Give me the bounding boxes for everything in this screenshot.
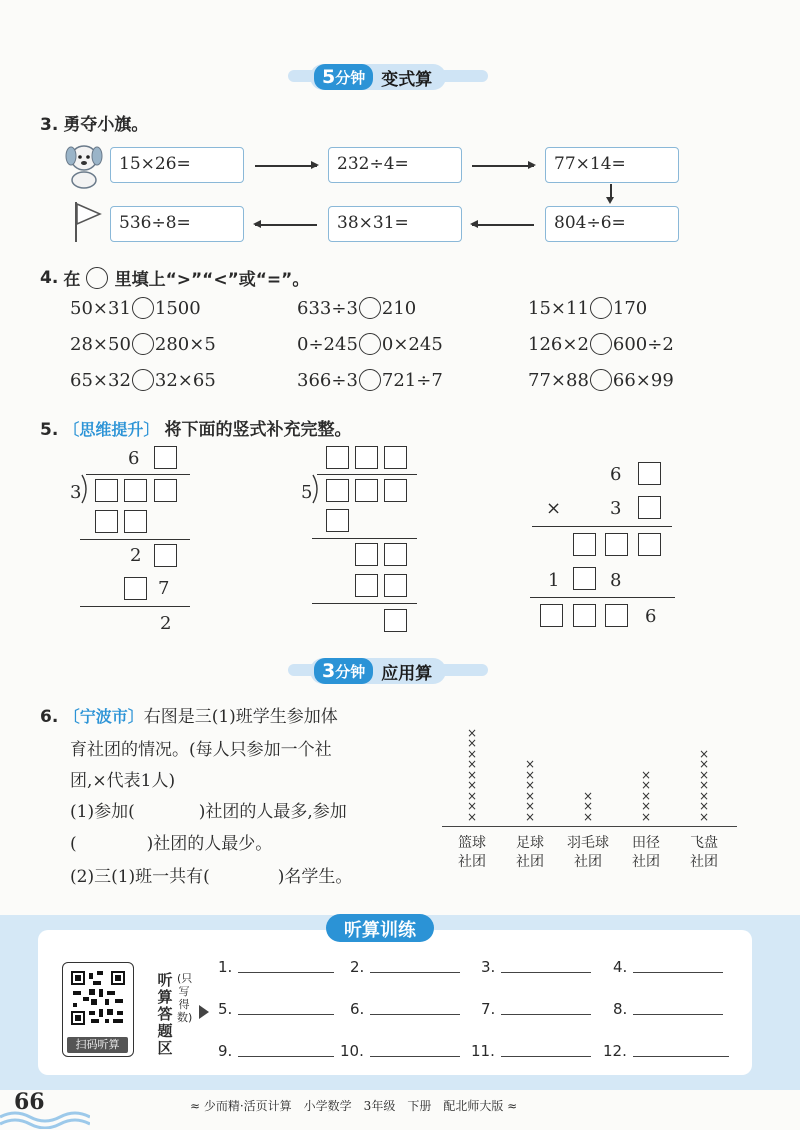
section-header-application <box>0 656 800 686</box>
section-title: 应用算 <box>381 663 433 684</box>
digit-box[interactable] <box>124 510 147 533</box>
person-mark: × <box>640 799 652 813</box>
digit-box[interactable] <box>355 543 378 566</box>
q6-line2: 育社团的情况。(每人只参加一个社 <box>70 740 332 760</box>
answer-circle[interactable] <box>132 369 154 391</box>
person-mark: × <box>466 767 478 782</box>
person-mark: × <box>582 788 594 803</box>
answer-line[interactable]: 12. <box>603 1042 729 1060</box>
club-label: 羽毛球 社团 <box>567 835 609 870</box>
answer-circle[interactable] <box>590 297 612 319</box>
person-mark: × <box>698 767 710 782</box>
digit-box[interactable] <box>384 609 407 632</box>
puppy-icon <box>64 140 104 190</box>
digit-box[interactable] <box>95 510 118 533</box>
person-mark: × <box>698 746 710 761</box>
arrow-right-icon <box>255 165 317 167</box>
qr-code-icon <box>69 969 127 1027</box>
person-mark: × <box>698 809 710 824</box>
chain-box-4[interactable]: 804÷6= <box>545 206 679 242</box>
digit-box[interactable] <box>384 543 407 566</box>
compare-item: 633÷3 210 <box>297 297 417 319</box>
answer-line[interactable]: 10. <box>340 1042 460 1060</box>
digit-box[interactable] <box>605 533 628 556</box>
q3-heading: 3. 勇夺小旗。 <box>40 115 149 135</box>
play-arrow-icon <box>199 1005 209 1019</box>
q6-line3: 团,×代表1人) <box>70 771 176 791</box>
digit-box[interactable] <box>326 446 349 469</box>
person-mark: × <box>640 778 652 792</box>
section-header-variation <box>0 62 800 92</box>
person-mark: × <box>698 778 710 792</box>
answer-line[interactable]: 3. <box>481 958 591 976</box>
club-label: 篮球 社团 <box>458 835 486 870</box>
compare-item: 77×88 66×99 <box>528 369 674 391</box>
digit-box[interactable] <box>326 479 349 502</box>
answer-line[interactable]: 2. <box>350 958 460 976</box>
person-mark: × <box>466 778 478 792</box>
chain-box-6[interactable]: 536÷8= <box>110 206 244 242</box>
section-title: 变式算 <box>381 69 433 90</box>
person-mark: × <box>466 809 478 824</box>
digit-box[interactable] <box>573 567 596 590</box>
person-mark: × <box>466 757 478 771</box>
digit-box[interactable] <box>573 533 596 556</box>
pictograph-column <box>523 759 537 822</box>
digit-box[interactable] <box>95 479 118 502</box>
answer-line[interactable]: 5. <box>218 1000 334 1018</box>
digit-box[interactable] <box>384 446 407 469</box>
person-mark: × <box>524 778 536 792</box>
answer-circle[interactable] <box>359 369 381 391</box>
q5-heading: 5. 〔思维提升〕 将下面的竖式补充完整。 <box>40 420 352 440</box>
compare-item: 126×2 600÷2 <box>528 333 674 355</box>
person-mark: × <box>524 809 536 824</box>
person-mark: × <box>466 799 478 813</box>
arrow-down-head-icon <box>606 197 614 204</box>
compare-item: 366÷3 721÷7 <box>297 369 443 391</box>
footer-text: ≈ 少而精·活页计算 小学数学 3年级 下册 配北师大版 ≈ <box>190 1099 518 1113</box>
person-mark: × <box>640 788 652 803</box>
time-tag: 5分钟 <box>314 64 373 90</box>
compare-item: 50×31 1500 <box>70 297 201 319</box>
pictograph-column <box>697 746 711 824</box>
q4-heading: 4. 在 里填上“>”“<”或“=”。 <box>40 267 310 290</box>
club-label: 足球 社团 <box>516 835 544 870</box>
q6-line5: ( )社团的人最少。 <box>70 834 273 854</box>
page-number: 66 <box>14 1089 45 1115</box>
answer-line[interactable]: 9. <box>218 1042 334 1060</box>
chain-box-3[interactable]: 77×14= <box>545 147 679 183</box>
person-mark: × <box>582 799 594 813</box>
digit-box[interactable] <box>124 577 147 600</box>
page-footer <box>0 1089 800 1130</box>
person-mark: × <box>466 746 478 761</box>
chart-baseline <box>442 826 737 827</box>
digit-box[interactable] <box>355 574 378 597</box>
digit-box[interactable] <box>154 479 177 502</box>
answer-line[interactable]: 4. <box>613 958 723 976</box>
qr-caption: 扫码听算 <box>67 1037 128 1053</box>
person-mark: × <box>524 757 536 771</box>
person-mark: × <box>698 788 710 803</box>
digit-box[interactable] <box>605 604 628 627</box>
person-mark: × <box>640 767 652 782</box>
digit-box[interactable] <box>355 446 378 469</box>
digit-box[interactable] <box>638 496 661 519</box>
digit-box[interactable] <box>154 544 177 567</box>
digit-box[interactable] <box>540 604 563 627</box>
compare-item: 28×50 280×5 <box>70 333 216 355</box>
compare-item: 0÷245 0×245 <box>297 333 443 355</box>
chain-box-2[interactable]: 232÷4= <box>328 147 462 183</box>
arrow-left-icon <box>472 224 534 226</box>
answer-circle[interactable] <box>590 369 612 391</box>
division-bracket-icon <box>80 474 92 504</box>
digit-box[interactable] <box>154 446 177 469</box>
club-label: 田径 社团 <box>632 835 660 870</box>
pictograph-column <box>639 767 653 824</box>
digit-box[interactable] <box>355 479 378 502</box>
person-mark: × <box>524 767 536 782</box>
listening-title: 听算训练 <box>326 914 434 942</box>
person-mark: × <box>698 799 710 813</box>
person-mark: × <box>524 799 536 813</box>
digit-box[interactable] <box>384 479 407 502</box>
person-mark: × <box>524 788 536 803</box>
q6-line4: (1)参加( )社团的人最多,参加 <box>70 802 347 822</box>
chain-box-5[interactable]: 38×31= <box>328 206 462 242</box>
pictograph-column <box>465 725 479 824</box>
person-mark: × <box>466 788 478 803</box>
digit-box[interactable] <box>638 533 661 556</box>
arrow-right-icon <box>472 165 534 167</box>
person-mark: × <box>640 809 652 824</box>
person-mark: × <box>466 736 478 750</box>
answer-area-label: 听算答题区 <box>157 971 173 1057</box>
answer-line[interactable]: 6. <box>350 1000 460 1018</box>
answer-circle[interactable] <box>359 297 381 319</box>
digit-box[interactable] <box>326 509 349 532</box>
answer-circle[interactable] <box>359 333 381 355</box>
digit-box[interactable] <box>124 479 147 502</box>
compare-item: 65×32 32×65 <box>70 369 216 391</box>
chain-box-1[interactable]: 15×26= <box>110 147 244 183</box>
q6-line6: (2)三(1)班一共有( )名学生。 <box>70 867 353 887</box>
person-mark: × <box>466 725 478 740</box>
circle-icon <box>86 267 108 289</box>
answer-circle[interactable] <box>132 333 154 355</box>
flag-icon <box>72 200 104 244</box>
q6-line1: 6. 〔宁波市〕右图是三(1)班学生参加体 <box>40 707 338 727</box>
division-bracket-icon <box>311 474 323 504</box>
answer-area-note: (只写得数) <box>177 972 193 1024</box>
person-mark: × <box>698 757 710 771</box>
answer-circle[interactable] <box>132 297 154 319</box>
qr-code-frame[interactable] <box>62 962 134 1057</box>
digit-box[interactable] <box>573 604 596 627</box>
digit-box[interactable] <box>638 462 661 485</box>
digit-box[interactable] <box>384 574 407 597</box>
time-tag: 3分钟 <box>314 658 373 684</box>
answer-line[interactable]: 7. <box>481 1000 591 1018</box>
answer-line[interactable]: 1. <box>218 958 334 976</box>
compare-item: 15×11 170 <box>528 297 648 319</box>
answer-line[interactable]: 8. <box>613 1000 723 1018</box>
pictograph-column <box>581 788 595 824</box>
club-label: 飞盘 社团 <box>690 835 718 870</box>
arrow-left-icon <box>255 224 317 226</box>
answer-circle[interactable] <box>590 333 612 355</box>
answer-line[interactable]: 11. <box>471 1042 591 1060</box>
person-mark: × <box>582 809 594 824</box>
